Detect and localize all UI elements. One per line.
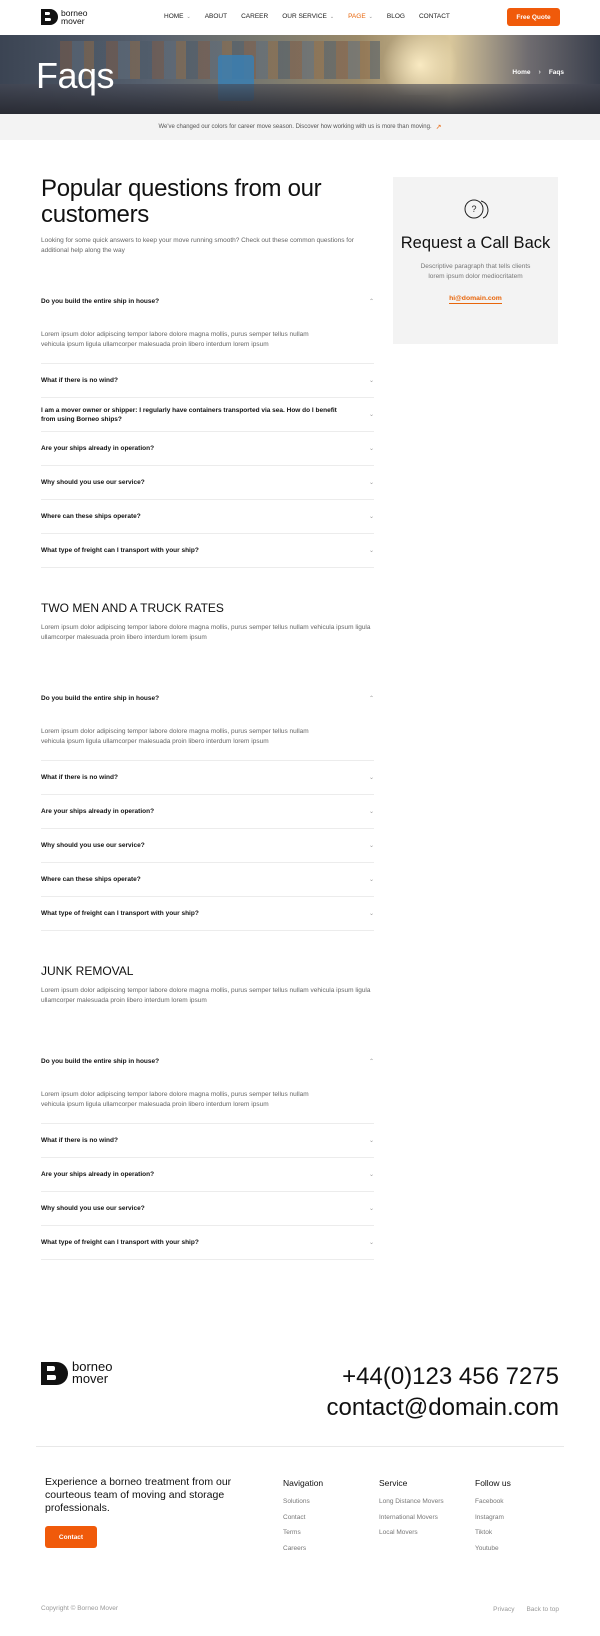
breadcrumb-current: Faqs (548, 69, 564, 76)
nav-item-label: ABOUT (204, 13, 228, 20)
hero-banner (0, 35, 600, 114)
faq-question[interactable] (41, 500, 374, 533)
nav-item[interactable] (282, 13, 334, 20)
faq-question-text: What if there is no wind? (41, 774, 118, 781)
main-nav (164, 13, 464, 20)
faq-question-text: Why should you use our service? (41, 842, 145, 849)
phone-question-icon (461, 197, 491, 221)
logo-line-1: borneo (61, 8, 88, 18)
faq-question[interactable] (41, 761, 374, 794)
faq-item (41, 682, 374, 761)
nav-item[interactable] (419, 13, 450, 20)
faq-question-text: Are your ships already in operation? (41, 445, 155, 452)
nav-item-label: CAREER (241, 13, 269, 20)
faq-question-text: Do you build the entire ship in house? (41, 298, 160, 305)
section-desc-junk: Lorem ipsum dolor adipiscing tempor labore dolore magna mollis, purus semper tellus nullam vehicula ipsum ligula ullamcorper malesuada proin libero interdum lorem ipsum (41, 987, 371, 1004)
footer-link[interactable]: Instagram (475, 1513, 504, 1521)
footer-col-social (475, 1478, 511, 1560)
nav-item[interactable] (164, 13, 191, 20)
faq-item (41, 1192, 374, 1226)
faq-question[interactable] (41, 1045, 374, 1078)
privacy-link[interactable]: Privacy (493, 1606, 515, 1613)
footer-link[interactable]: Solutions (283, 1498, 310, 1505)
faq-item (41, 829, 374, 863)
svg-text:?: ? (470, 204, 477, 214)
notice-text: We've changed our colors for career move season. Discover how working with us is more than moving. (158, 124, 432, 130)
faq-answer: Lorem ipsum dolor adipiscing tempor labore dolore magna mollis, purus semper tellus nullam vehicula ipsum ligula ullamcorper malesuada proin libero interdum lorem ipsum (41, 728, 309, 745)
faq-question[interactable] (41, 682, 374, 715)
faq-item (41, 795, 374, 829)
chevron-up-icon: ⌃ (368, 299, 374, 305)
faq-question[interactable] (41, 829, 374, 862)
chevron-down-icon: ⌄ (368, 514, 374, 520)
footer-col-service (379, 1478, 444, 1545)
breadcrumb-home[interactable]: Home (512, 69, 531, 76)
faq-answer: Lorem ipsum dolor adipiscing tempor labore dolore magna mollis, purus semper tellus nullam vehicula ipsum ligula ullamcorper malesuada proin libero interdum lorem ipsum (41, 331, 309, 348)
faq-question[interactable] (41, 1192, 374, 1225)
chevron-up-icon: ⌃ (368, 1059, 374, 1065)
footer-link[interactable]: Facebook (475, 1498, 504, 1505)
footer-tagline: Experience a borneo treatment from our courteous team of moving and storage professionals. (45, 1476, 232, 1514)
nav-item[interactable] (348, 13, 373, 20)
callback-card (393, 177, 558, 344)
faq-item (41, 863, 374, 897)
faq-question[interactable] (41, 466, 374, 499)
chevron-down-icon: ⌄ (368, 809, 374, 815)
footer-col-navigation (283, 1478, 323, 1560)
free-quote-button[interactable]: Free Quote (507, 8, 560, 26)
faq-list-general (41, 285, 374, 568)
footer-link[interactable]: Youtube (475, 1544, 499, 1552)
faq-question-text: Do you build the entire ship in house? (41, 1058, 160, 1065)
faq-question[interactable] (41, 1158, 374, 1191)
faq-item (41, 1124, 374, 1158)
faq-list-rates (41, 682, 374, 931)
footer-logo-line-1: borneo (72, 1359, 113, 1374)
faq-question[interactable] (41, 897, 374, 930)
faq-answer: Lorem ipsum dolor adipiscing tempor labore dolore magna mollis, purus semper tellus nullam vehicula ipsum ligula ullamcorper malesuada proin libero interdum lorem ipsum (41, 1091, 309, 1108)
faq-question[interactable] (41, 534, 374, 567)
footer-bottom-links (493, 1606, 559, 1613)
chevron-right-icon: › (538, 69, 541, 76)
faq-question[interactable] (41, 795, 374, 828)
footer-logo-line-2: mover (72, 1371, 109, 1386)
callback-email-link[interactable]: hi@domain.com (449, 295, 502, 302)
section-title-junk: JUNK REMOVAL (41, 964, 134, 978)
chevron-down-icon: ⌄ (368, 446, 374, 452)
faq-question-text: What if there is no wind? (41, 377, 118, 384)
breadcrumb (512, 69, 564, 76)
chevron-down-icon: ⌄ (368, 911, 374, 917)
faq-question-text: I am a mover owner or shipper: I regularly have containers transported via sea. How do I benefit from using Borneo ships? (41, 406, 337, 423)
faq-item (41, 1045, 374, 1124)
faq-question[interactable] (41, 1226, 374, 1259)
section-desc-rates: Lorem ipsum dolor adipiscing tempor labore dolore magna mollis, purus semper tellus nullam vehicula ipsum ligula ullamcorper malesuada proin libero interdum lorem ipsum (41, 624, 371, 641)
nav-item-label: BLOG (386, 13, 405, 20)
chevron-down-icon: ⌄ (368, 480, 374, 486)
faq-item (41, 500, 374, 534)
faq-question-text: Are your ships already in operation? (41, 808, 155, 815)
arrow-up-right-icon[interactable]: ↗ (435, 124, 442, 131)
footer-divider (36, 1446, 564, 1447)
faq-item (41, 285, 374, 364)
faq-question-text: Where can these ships operate? (41, 876, 141, 883)
faq-item (41, 466, 374, 500)
faq-item (41, 534, 374, 568)
faq-question-text: Why should you use our service? (41, 479, 145, 486)
faq-item (41, 1226, 374, 1260)
intro-title: Popular questions from our customers (41, 175, 322, 228)
nav-item-label: OUR SERVICE (282, 13, 327, 20)
faq-item (41, 398, 374, 432)
faq-question[interactable] (41, 398, 374, 431)
faq-list-junk (41, 1045, 374, 1260)
footer-link[interactable]: Local Movers (379, 1529, 418, 1536)
site-header (0, 0, 600, 35)
faq-question-text: What type of freight can I transport with your ship? (41, 910, 199, 917)
callback-desc: Descriptive paragraph that tells clients lorem ipsum dolor mediocritatem (420, 263, 531, 280)
chevron-down-icon: ⌄ (186, 13, 191, 20)
faq-question-text: What type of freight can I transport with your ship? (41, 547, 199, 554)
chevron-down-icon: ⌄ (368, 412, 374, 418)
faq-item (41, 432, 374, 466)
faq-question-text: Why should you use our service? (41, 1205, 145, 1212)
footer-col-title: Service (379, 1478, 408, 1488)
nav-item-label: PAGE (348, 13, 366, 20)
logo[interactable] (41, 9, 87, 25)
faq-main (41, 176, 374, 1260)
faq-item (41, 1158, 374, 1192)
notice-bar (0, 114, 600, 140)
logo-line-2: mover (61, 16, 85, 26)
faq-question[interactable] (41, 432, 374, 465)
chevron-down-icon: ⌄ (329, 13, 335, 20)
logo-mark-icon (41, 9, 58, 25)
footer-link[interactable]: Terms (283, 1529, 301, 1536)
chevron-down-icon: ⌄ (368, 1138, 374, 1144)
footer-contact-block (327, 1361, 559, 1423)
faq-item (41, 897, 374, 931)
logo-mark-icon (41, 1362, 68, 1385)
contact-button[interactable]: Contact (45, 1526, 97, 1548)
back-to-top-link[interactable]: Back to top (526, 1606, 559, 1613)
nav-item-label: CONTACT (418, 13, 450, 20)
footer-col-title: Navigation (283, 1478, 324, 1488)
faq-question-text: Where can these ships operate? (41, 513, 141, 520)
faq-question-text: What if there is no wind? (41, 1137, 118, 1144)
faq-question-text: What type of freight can I transport with your ship? (41, 1239, 199, 1246)
faq-question-text: Are your ships already in operation? (41, 1171, 155, 1178)
faq-item (41, 364, 374, 398)
page-title: Faqs (36, 55, 115, 96)
footer-phone[interactable]: +44(0)123 456 7275 (342, 1363, 559, 1390)
faq-question-text: Do you build the entire ship in house? (41, 695, 160, 702)
faq-question[interactable] (41, 364, 374, 397)
callback-title: Request a Call Back (400, 234, 551, 252)
footer-link[interactable]: Careers (283, 1544, 307, 1552)
chevron-down-icon: ⌄ (368, 1240, 374, 1246)
faq-question[interactable] (41, 863, 374, 896)
nav-item[interactable] (205, 13, 227, 20)
chevron-down-icon: ⌄ (368, 877, 374, 883)
chevron-down-icon: ⌄ (368, 13, 373, 20)
faq-question[interactable] (41, 285, 374, 318)
chevron-down-icon: ⌄ (368, 843, 374, 849)
chevron-down-icon: ⌄ (368, 1206, 374, 1212)
intro-lead: Looking for some quick answers to keep your move running smooth? Check out these common questions for additional help along the way (41, 237, 354, 254)
chevron-up-icon: ⌃ (368, 696, 374, 702)
footer-link[interactable]: Tiktok (475, 1529, 493, 1536)
nav-item[interactable] (387, 13, 405, 20)
footer-link[interactable]: International Movers (379, 1513, 438, 1521)
footer-email[interactable]: contact@domain.com (326, 1394, 559, 1421)
footer-link[interactable]: Long Distance Movers (379, 1498, 444, 1505)
chevron-down-icon: ⌄ (368, 1172, 374, 1178)
copyright: Copyright © Borneo Mover (41, 1605, 119, 1612)
faq-question[interactable] (41, 1124, 374, 1157)
section-title-rates: TWO MEN AND A TRUCK RATES (41, 601, 224, 615)
footer-link[interactable]: Contact (283, 1513, 306, 1521)
footer-logo[interactable] (41, 1361, 112, 1385)
chevron-down-icon: ⌄ (368, 378, 374, 384)
faq-item (41, 761, 374, 795)
chevron-down-icon: ⌄ (368, 548, 374, 554)
footer-col-title: Follow us (475, 1478, 511, 1488)
chevron-down-icon: ⌄ (368, 775, 374, 781)
nav-item[interactable] (241, 13, 268, 20)
nav-item-label: HOME (164, 13, 184, 20)
